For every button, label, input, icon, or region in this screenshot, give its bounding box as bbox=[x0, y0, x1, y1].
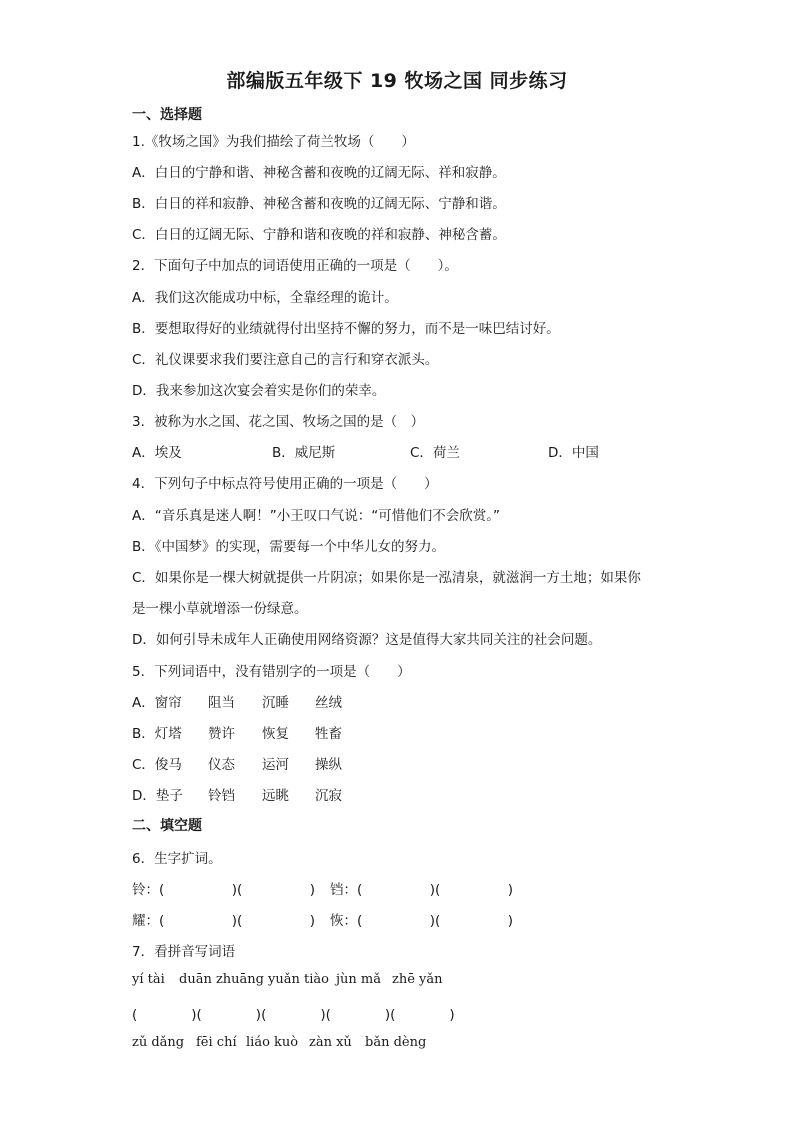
question-4-option-a: A．“音乐真是迷人啊！”小王叹口气说：“可惜他们不会欣赏。” bbox=[132, 508, 500, 524]
question-4-option-c-cont: 是一棵小草就增添一份绿意。 bbox=[132, 601, 308, 617]
pinyin-10: bǎn dèng bbox=[365, 1035, 427, 1050]
pinyin-1: yí tài bbox=[132, 972, 165, 987]
question-5-d-word-4: 沉寂 bbox=[315, 788, 342, 804]
question-5-c-word-4: 操纵 bbox=[315, 757, 342, 773]
section-heading-fill: 二、填空题 bbox=[132, 818, 202, 834]
question-5-b-word-3: 恢复 bbox=[262, 726, 289, 742]
question-3-option-b: B．威尼斯 bbox=[272, 445, 336, 461]
question-3-option-c: C．荷兰 bbox=[410, 445, 460, 461]
pinyin-4: jùn mǎ bbox=[336, 972, 381, 987]
question-7-stem: 7．看拼音写词语 bbox=[132, 944, 236, 960]
question-2-stem: 2．下面句子中加点的词语使用正确的一项是（ ）。 bbox=[132, 258, 458, 274]
question-6-hui-blanks[interactable]: 恢：( )( ) bbox=[330, 913, 514, 929]
pinyin-9: zàn xǔ bbox=[309, 1035, 352, 1050]
question-6-dang-blanks[interactable]: 铛：( )( ) bbox=[330, 882, 514, 898]
page-title: 部编版五年级下 19 牧场之国 同步练习 bbox=[226, 70, 568, 92]
question-3-stem: 3．被称为水之国、花之国、牧场之国的是（ ） bbox=[132, 414, 425, 430]
question-3-option-a: A．埃及 bbox=[132, 445, 182, 461]
question-5-a-word-3: 沉睡 bbox=[262, 695, 289, 711]
question-5-stem: 5．下列词语中，没有错别字的一项是（ ） bbox=[132, 664, 411, 680]
question-1-option-b: B．白日的祥和寂静、神秘含蓄和夜晚的辽阔无际、宁静和谐。 bbox=[132, 196, 506, 212]
question-5-c-word-3: 运河 bbox=[262, 757, 289, 773]
question-7-answer-blanks[interactable]: ( )( )( )( )( ) bbox=[132, 1007, 455, 1023]
question-4-option-b: B．《中国梦》的实现，需要每一个中华儿女的努力。 bbox=[132, 539, 446, 555]
question-6-ling-blanks[interactable]: 铃：( )( ) bbox=[132, 882, 316, 898]
question-4-option-c: C．如果你是一棵大树就提供一片阴凉；如果你是一泓清泉，就滋润一方土地；如果你 bbox=[132, 570, 641, 586]
question-5-a-word-4: 丝绒 bbox=[315, 695, 342, 711]
question-2-option-b: B．要想取得好的业绩就得付出坚持不懈的努力，而不是一味巴结讨好。 bbox=[132, 321, 560, 337]
question-2-option-c: C．礼仪课要求我们要注意自己的言行和穿衣派头。 bbox=[132, 352, 439, 368]
question-6-stem: 6．生字扩词。 bbox=[132, 851, 222, 867]
pinyin-7: fēi chí bbox=[196, 1035, 237, 1050]
question-5-b-word-2: 赞许 bbox=[208, 726, 235, 742]
pinyin-5: zhē yǎn bbox=[392, 972, 443, 987]
question-5-a-word-2: 阻当 bbox=[208, 695, 235, 711]
question-5-c-word-1: C．俊马 bbox=[132, 757, 182, 773]
question-5-d-word-1: D．垫子 bbox=[132, 788, 183, 804]
question-5-b-word-1: B．灯塔 bbox=[132, 726, 182, 742]
question-5-d-word-2: 铃铛 bbox=[208, 788, 235, 804]
pinyin-3: yuǎn tiào bbox=[268, 972, 329, 987]
question-1-option-a: A．白日的宁静和谐、神秘含蓄和夜晚的辽阔无际、祥和寂静。 bbox=[132, 165, 506, 181]
question-5-b-word-4: 牲畜 bbox=[315, 726, 342, 742]
question-1-stem: 1.《牧场之国》为我们描绘了荷兰牧场（ ） bbox=[132, 134, 415, 150]
question-5-a-word-1: A．窗帘 bbox=[132, 695, 182, 711]
section-heading-choice: 一、选择题 bbox=[132, 107, 202, 123]
question-6-yao-blanks[interactable]: 耀：( )( ) bbox=[132, 913, 316, 929]
pinyin-6: zǔ dǎng bbox=[132, 1035, 185, 1050]
question-4-option-d: D．如何引导未成年人正确使用网络资源？这是值得大家共同关注的社会问题。 bbox=[132, 632, 602, 648]
pinyin-2: duān zhuāng bbox=[179, 972, 264, 987]
question-1-option-c: C．白日的辽阔无际、宁静和谐和夜晚的祥和寂静、神秘含蓄。 bbox=[132, 227, 506, 243]
question-5-c-word-2: 仪态 bbox=[208, 757, 235, 773]
question-2-option-d: D．我来参加这次宴会着实是你们的荣幸。 bbox=[132, 383, 386, 399]
question-4-stem: 4．下列句子中标点符号使用正确的一项是（ ） bbox=[132, 476, 438, 492]
pinyin-8: liáo kuò bbox=[246, 1035, 299, 1050]
question-5-d-word-3: 远眺 bbox=[262, 788, 289, 804]
question-2-option-a: A．我们这次能成功中标，全靠经理的诡计。 bbox=[132, 290, 398, 306]
question-3-option-d: D．中国 bbox=[548, 445, 599, 461]
